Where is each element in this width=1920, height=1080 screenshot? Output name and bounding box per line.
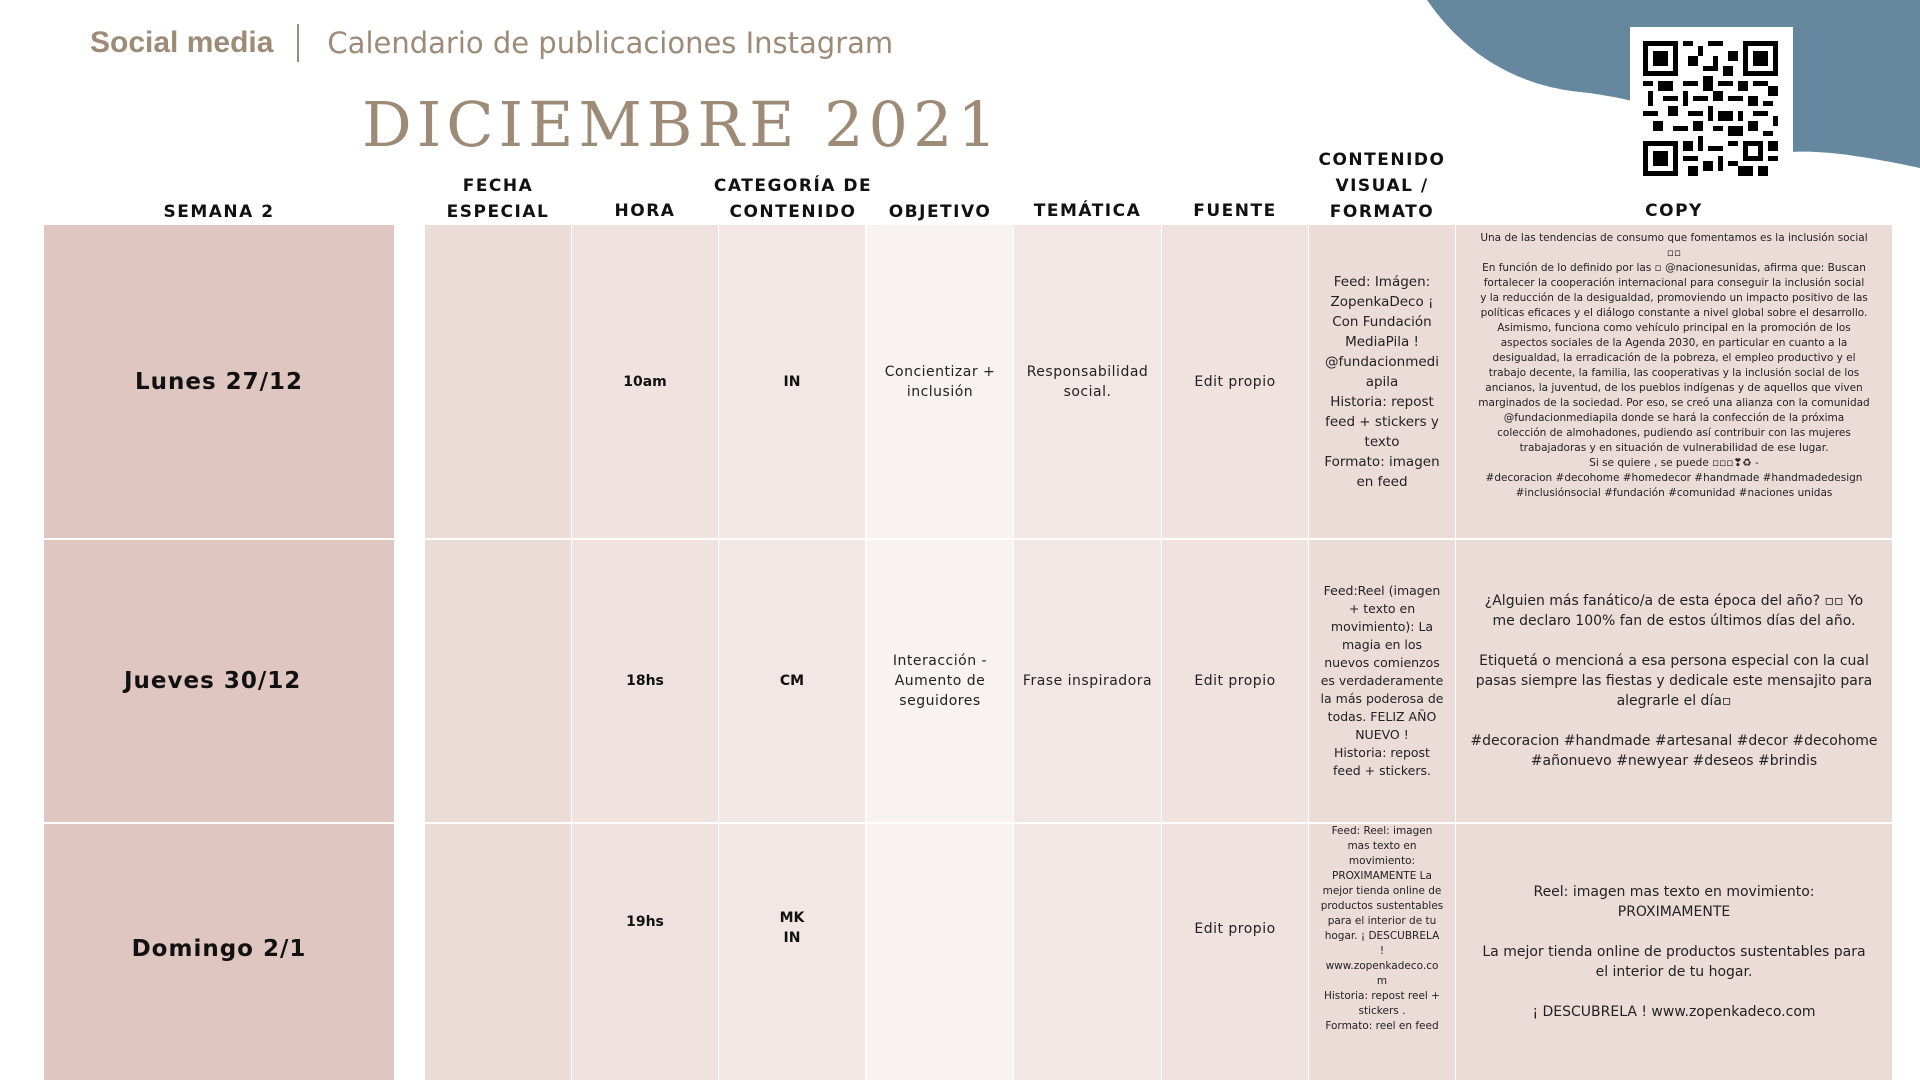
day-cell: Jueves 30/12 [44,540,394,822]
fuente-cell: Edit propio [1162,824,1308,1080]
tematica-cell: Frase inspiradora [1014,540,1161,822]
fecha-especial-cell [425,225,571,538]
objetivo-cell: Interacción - Aumento de seguidores [867,540,1013,822]
objetivo-cell: Concientizar + inclusión [867,225,1013,538]
fuente-cell: Edit propio [1162,225,1308,538]
header-divider [297,24,299,62]
tematica-cell: Responsabilidad social. [1014,225,1161,538]
column-header-copy: COPY [1645,201,1703,221]
page-subtitle: Calendario de publicaciones Instagram [327,26,894,60]
contenido-visual-cell: Feed: Reel: imagen mas texto en movimiento: PROXIMAMENTE La mejor tienda online de productos sustentables para el interior de tu hogar. ¡ DESCUBRELA ! www.zopenkadeco.co m Historia: repost reel + stickers . Formato: reel en feed [1309,824,1455,1080]
objetivo-cell [867,824,1013,1080]
categoria-cell: MK IN [719,824,865,1080]
column-header-fecha: FECHA ESPECIAL [446,176,550,222]
fecha-especial-cell [425,824,571,1080]
brand-title: Social media [90,26,274,59]
fuente-cell: Edit propio [1162,540,1308,822]
hora-cell: 10am [572,225,718,538]
hora-cell: 18hs [572,540,718,822]
tematica-cell [1014,824,1161,1080]
column-header-contenido: CONTENIDO VISUAL / FORMATO [1318,150,1446,222]
month-title: DICIEMBRE 2021 [362,88,1002,161]
day-cell: Domingo 2/1 [44,824,394,1080]
column-header-fuente: FUENTE [1193,201,1277,221]
header [90,24,893,62]
day-cell: Lunes 27/12 [44,225,394,538]
column-header-objetivo: OBJETIVO [888,202,992,222]
column-header-tematica: TEMÁTICA [1033,201,1142,221]
column-header-categoria: CATEGORÍA DE CONTENIDO [713,176,873,222]
categoria-cell: CM [719,540,865,822]
copy-cell: ¿Alguien más fanático/a de esta época del año? ▫▫ Yo me declaro 100% fan de estos últimos días del año. Etiquetá o mencioná a esa persona especial con la cual pasas siempre las fiestas y dedicale este mensajito para alegrarle el día▫ #decoracion #handmade #artesanal #decor #decohome #añonuevo #newyear #deseos #brindis [1456,540,1892,822]
contenido-visual-cell: Feed:Reel (imagen + texto en movimiento): La magia en los nuevos comienzos es verdaderamente la más poderosa de todas. FELIZ AÑO NUEVO ! Historia: repost feed + stickers. [1309,540,1455,822]
hora-cell: 19hs [572,824,718,1080]
column-header-hora: HORA [614,201,676,221]
column-header-semana: SEMANA 2 [163,202,275,222]
contenido-visual-cell: Feed: Imágen: ZopenkaDeco ¡ Con Fundación MediaPila ! @fundacionmedi apila Historia: repost feed + stickers y texto Formato: imagen en feed [1309,225,1455,538]
fecha-especial-cell [425,540,571,822]
copy-cell: Reel: imagen mas texto en movimiento: PROXIMAMENTE La mejor tienda online de productos sustentables para el interior de tu hogar. ¡ DESCUBRELA ! www.zopenkadeco.com [1456,824,1892,1080]
copy-cell: Una de las tendencias de consumo que fomentamos es la inclusión social ▫▫ En función de lo definido por las ▫ @nacionesunidas, afirma que: Buscan fortalecer la cooperación internacional para conseguir la inclusión social y la reducción de la desigualdad, promoviendo un impacto positivo de las políticas eficaces y el diálogo constante a nivel global sobre el desarrollo. Asimismo, funciona como vehículo principal en la promoción de los aspectos sociales de la Agenda 2030, en particular en cuanto a la desigualdad, la erradicación de la pobreza, el empleo productivo y el trabajo decente, la familia, las cooperativas y la inclusión social de los ancianos, la juventud, de los pueblos indígenas y de aquellos que viven marginados de la sociedad. Por eso, se creó una alianza con la comunidad @fundacionmediapila donde se hará la confección de la próxima colección de almohadones, pudiendo así contribuir con las mujeres trabajadoras y en situación de vulnerabilidad de ese lugar. Si se quiere , se puede ▫▫▫❣♻ - #decoracion #decohome #homedecor #handmade #handmadedesign #inclusiónsocial #fundación #comunidad #naciones unidas [1456,225,1892,538]
categoria-cell: IN [719,225,865,538]
